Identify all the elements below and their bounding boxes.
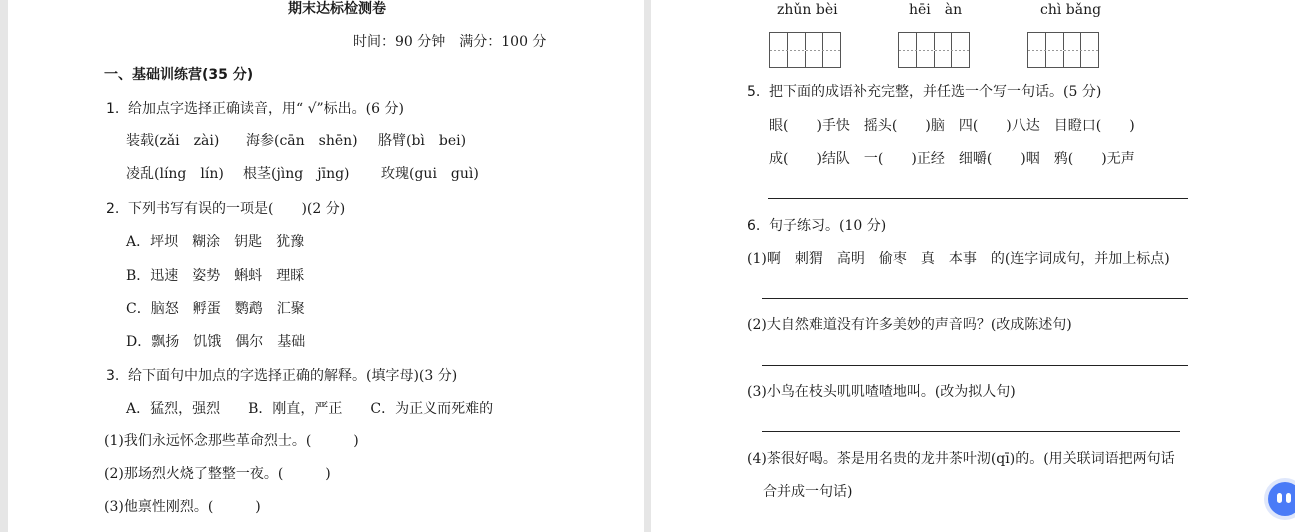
q3-item-2: (2)那场烈火烧了整整一夜。( ) [104, 466, 331, 482]
q5-number: 5. [747, 84, 761, 100]
q6-answer-line-3[interactable] [762, 431, 1180, 432]
q6-sentence-4-cont: 合并成一句话) [763, 484, 853, 500]
q1-text: 给加点字选择正确读音，用“ √”标出。(6 分) [128, 101, 404, 117]
assistant-eye-icon [1277, 493, 1282, 503]
q6-number: 6. [747, 218, 761, 234]
q6-sentence-2: (2)大自然难道没有许多美妙的声音吗？(改成陈述句) [747, 317, 1072, 333]
q3-text: 给下面句中加点的字选择正确的解释。(填字母)(3 分) [128, 368, 458, 384]
q3-number: 3. [106, 368, 120, 384]
exam-meta: 时间：90 分钟 满分：100 分 [353, 34, 547, 50]
q1-item-1: 装载(zǎi zài) [126, 133, 220, 149]
writing-grid-3[interactable] [1027, 32, 1099, 68]
q6-answer-line-1[interactable] [762, 298, 1188, 299]
left-page [8, 0, 644, 532]
q2-option-c: C．脑怒 孵蛋 鹦鹉 汇聚 [126, 301, 305, 317]
pinyin-2: hēi àn [909, 2, 963, 18]
q3-choices: A．猛烈，强烈 B．刚直，严正 C．为正义而死难的 [126, 401, 494, 417]
q2-option-b: B．迅速 姿势 蝌蚪 理睬 [126, 268, 305, 284]
assistant-eye-icon [1286, 493, 1291, 503]
q5-row-2: 成( )结队 一( )正经 细嚼( )咽 鸦( )无声 [769, 151, 1135, 167]
q3-item-1: (1)我们永远怀念那些革命烈士。( ) [104, 433, 359, 449]
q6-sentence-4: (4)茶很好喝。茶是用名贵的龙井茶叶沏(qī)的。(用关联词语把两句话 [747, 451, 1175, 467]
q5-answer-line[interactable] [768, 198, 1188, 199]
section-1-heading: 一、基础训练营(35 分) [104, 67, 254, 83]
q2-option-d: D．飘扬 饥饿 偶尔 基础 [126, 334, 306, 350]
pinyin-3: chì bǎng [1040, 2, 1102, 18]
q6-text: 句子练习。(10 分) [769, 218, 887, 234]
q2-text: 下列书写有误的一项是( )(2 分) [128, 201, 346, 217]
q1-number: 1. [106, 101, 120, 117]
q1-item-4: 凌乱(líng lín) [126, 166, 224, 182]
pinyin-1: zhǔn bèi [777, 2, 838, 18]
q1-item-5: 根茎(jìng jīng) [243, 166, 350, 182]
q6-sentence-1: (1)啊 刺猬 高明 偷枣 真 本事 的(连字词成句，并加上标点) [747, 251, 1170, 267]
q1-item-3: 胳臂(bì bei) [378, 133, 467, 149]
q5-text: 把下面的成语补充完整，并任选一个写一句话。(5 分) [769, 84, 1102, 100]
right-page [651, 0, 1295, 532]
assistant-bubble-button[interactable] [1268, 482, 1295, 516]
writing-grid-1[interactable] [769, 32, 841, 68]
q2-number: 2. [106, 201, 120, 217]
q1-item-6: 玫瑰(gui guì) [381, 166, 479, 182]
exam-title: 期末达标检测卷 [288, 1, 386, 17]
q6-answer-line-2[interactable] [762, 365, 1188, 366]
writing-grid-2[interactable] [898, 32, 970, 68]
q1-item-2: 海参(cān shēn) [246, 133, 358, 149]
q5-row-1: 眼( )手快 摇头( )脑 四( )八达 目瞪口( ) [769, 118, 1135, 134]
q6-sentence-3: (3)小鸟在枝头叽叽喳喳地叫。(改为拟人句) [747, 384, 1016, 400]
q2-option-a: A．坪坝 糊涂 钥匙 犹豫 [126, 234, 305, 250]
q3-item-3: (3)他禀性刚烈。( ) [104, 499, 261, 515]
